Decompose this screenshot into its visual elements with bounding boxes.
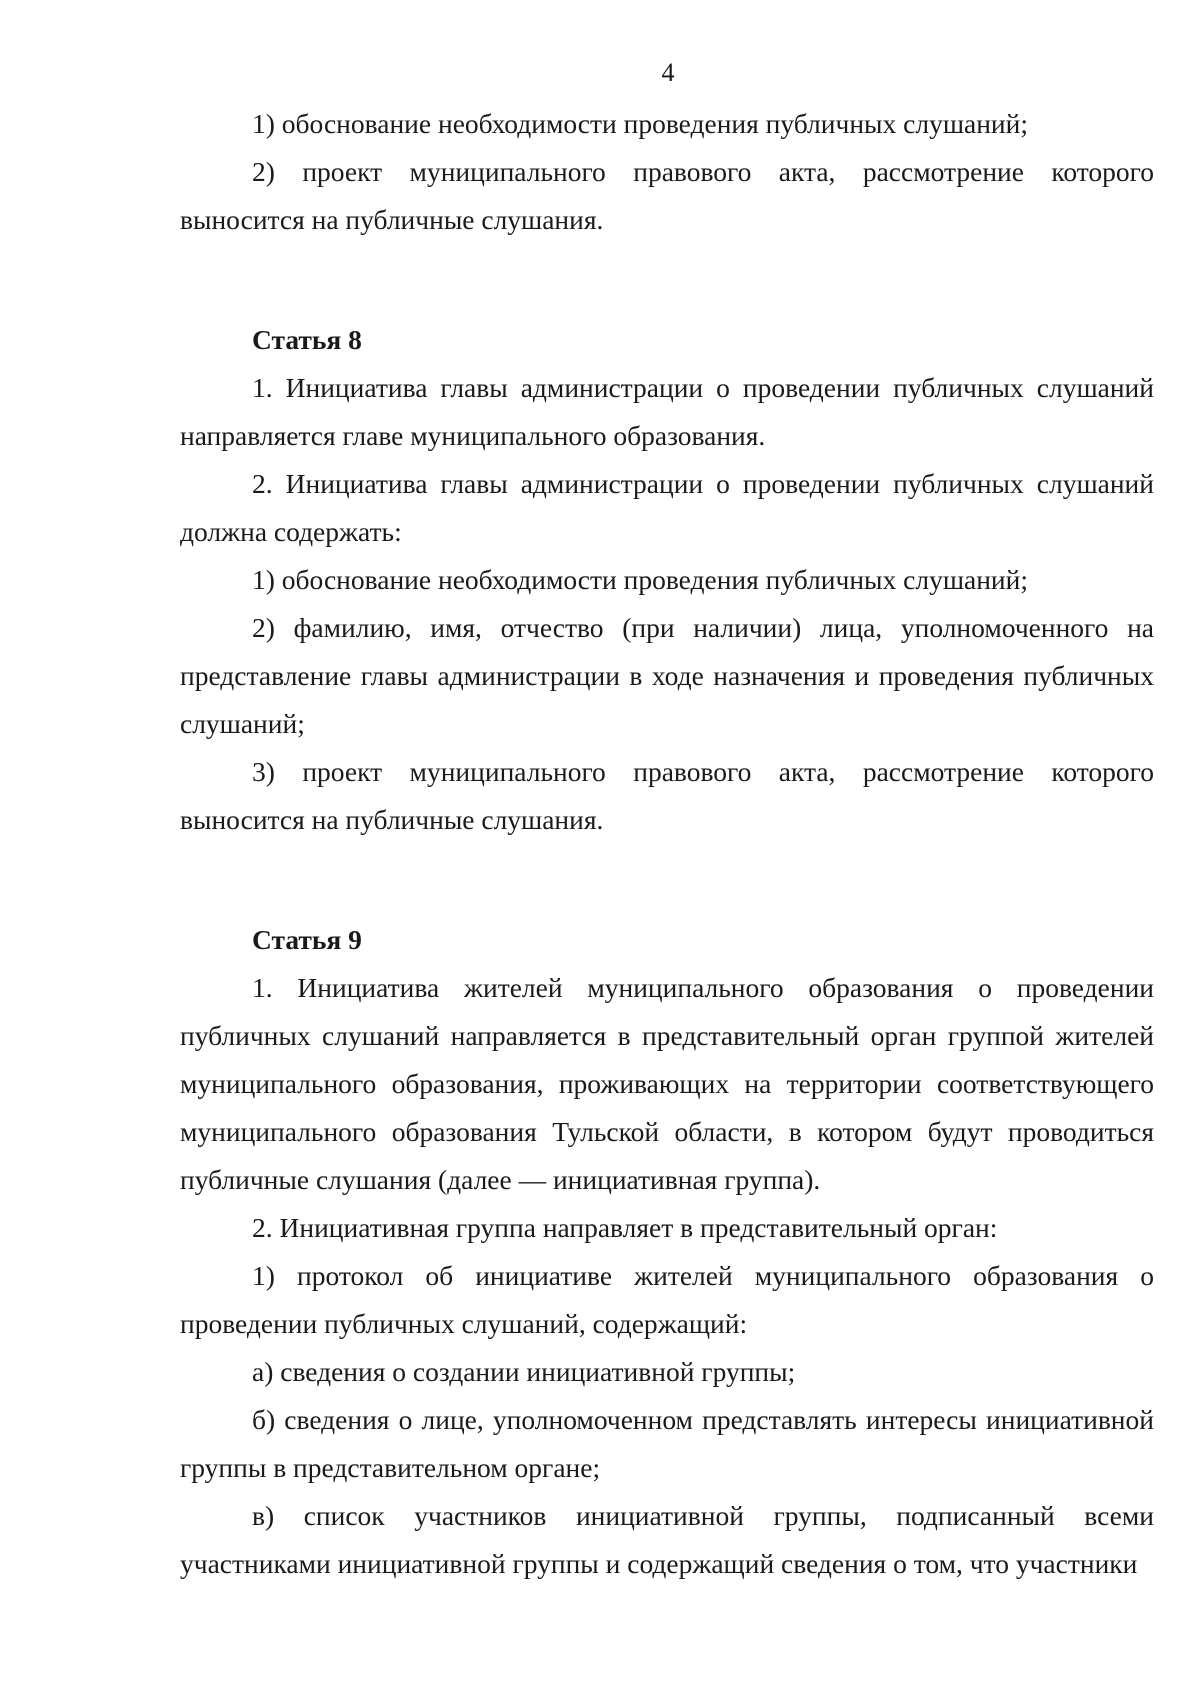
paragraph: а) сведения о создании инициативной группы; [252, 1356, 796, 1387]
document-body [180, 100, 1154, 1588]
paragraph: 1. Инициатива жителей муниципального образования о проведении публичных слушаний направляется в представительный орган группой жителей муниципального образования, проживающих на территории соответствующего муниципального образования Тульской области, в котором будут проводиться публичные слушания (далее — инициативная группа). [180, 972, 1154, 1195]
section-article-8 [180, 316, 1154, 844]
paragraph: 1. Инициатива главы администрации о проведении публичных слушаний направляется главе муниципального образования. [180, 372, 1154, 451]
paragraph: 2. Инициатива главы администрации о проведении публичных слушаний должна содержать: [180, 468, 1154, 547]
section-article-9 [180, 916, 1154, 1588]
paragraph: б) сведения о лице, уполномоченном представлять интересы инициативной группы в представительном органе; [180, 1404, 1154, 1483]
paragraph: 2. Инициативная группа направляет в представительный орган: [252, 1212, 998, 1243]
paragraph: 1) протокол об инициативе жителей муниципального образования о проведении публичных слушаний, содержащий: [180, 1260, 1154, 1339]
paragraph: в) список участников инициативной группы, подписанный всеми участниками инициативной группы и содержащий сведения о том, что участники [180, 1500, 1154, 1579]
article-title: Статья 9 [252, 924, 362, 955]
section-intro [180, 100, 1154, 244]
paragraph: 1) обоснование необходимости проведения публичных слушаний; [252, 564, 1029, 595]
paragraph: 2) фамилию, имя, отчество (при наличии) лица, уполномоченного на представление главы администрации в ходе назначения и проведения публичных слушаний; [180, 612, 1154, 739]
page-number: 4 [661, 58, 675, 87]
paragraph: 3) проект муниципального правового акта, рассмотрение которого выносится на публичные слушания. [180, 756, 1154, 835]
article-title: Статья 8 [252, 324, 362, 355]
paragraph: 2) проект муниципального правового акта, рассмотрение которого выносится на публичные слушания. [180, 156, 1154, 235]
paragraph: 1) обоснование необходимости проведения публичных слушаний; [252, 108, 1029, 139]
